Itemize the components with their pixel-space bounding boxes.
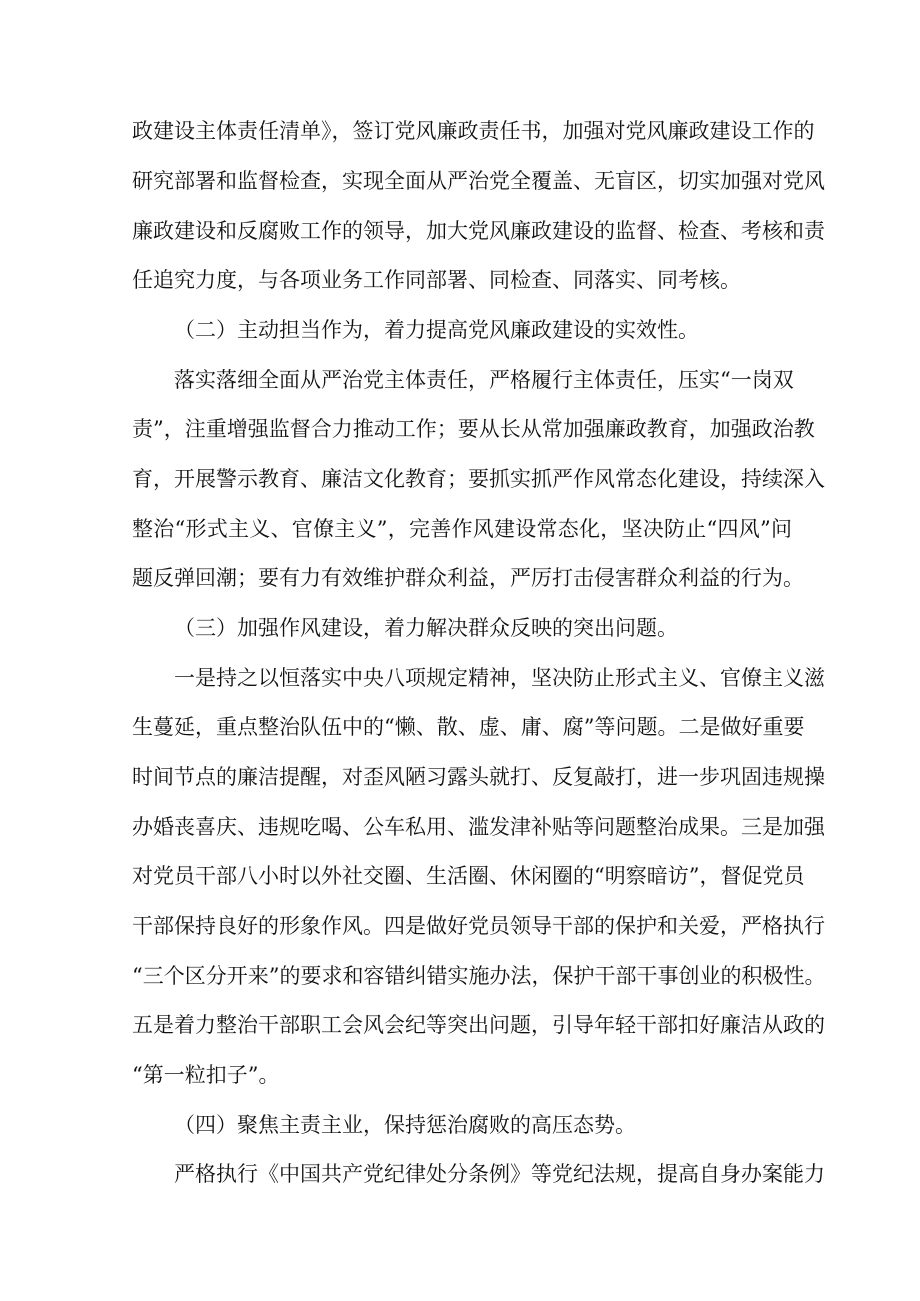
body-text-line: “三个区分开来”的要求和容错纠错实施办法，保护干部干事创业的积极性。 — [132, 964, 826, 988]
body-text-line: 整治“形式主义、官僚主义”，完善作风建设常态化，坚决防止“四风”问 — [132, 517, 792, 541]
body-text-line: 研究部署和监督检查，实现全面从严治党全覆盖、无盲区，切实加强对党风 — [132, 169, 825, 193]
body-text-line: 题反弹回潮；要有力有效维护群众利益，严厉打击侵害群众利益的行为。 — [132, 566, 804, 590]
section-heading: （四）聚焦主责主业，保持惩治腐败的高压态势。 — [174, 1113, 636, 1137]
section-heading: （二）主动担当作为，着力提高党风廉政建设的实效性。 — [174, 318, 699, 342]
body-text-line: 生蔓延，重点整治队伍中的“懒、散、虚、庸、腐”等问题。二是做好重要 — [132, 715, 805, 739]
body-text-line: 五是着力整治干部职工会风会纪等突出问题，引导年轻干部扣好廉洁从政的 — [132, 1013, 825, 1037]
body-text-line: 廉政建设和反腐败工作的领导，加大党风廉政建设的监督、检查、考核和责 — [132, 219, 825, 243]
section-heading: （三）加强作风建设，着力解决群众反映的突出问题。 — [174, 616, 678, 640]
body-text-line: 一是持之以恒落实中央八项规定精神，坚决防止形式主义、官僚主义滋 — [174, 666, 825, 690]
body-text-line: 干部保持良好的形象作风。四是做好党员领导干部的保护和关爱，严格执行 — [132, 914, 825, 938]
body-text-line: 办婚丧喜庆、违规吃喝、公车私用、滥发津补贴等问题整治成果。三是加强 — [132, 815, 825, 839]
body-text-line: 时间节点的廉洁提醒，对歪风陋习露头就打、反复敲打，进一步巩固违规操 — [132, 765, 825, 789]
body-text-line: 政建设主体责任清单》，签订党风廉政责任书，加强对党风廉政建设工作的 — [132, 119, 815, 143]
body-text-line: 对党员干部八小时以外社交圈、生活圈、休闲圈的“明察暗访”，督促党员 — [132, 864, 805, 888]
body-text-line: 落实落细全面从严治党主体责任，严格履行主体责任，压实“一岗双 — [174, 368, 794, 392]
body-text-line: “第一粒扣子”。 — [132, 1063, 280, 1087]
body-text-line: 任追究力度，与各项业务工作同部署、同检查、同落实、同考核。 — [132, 268, 741, 292]
body-text-line: 责”，注重增强监督合力推动工作；要从长从常加强廉政教育，加强政治教 — [132, 417, 815, 441]
body-text-line: 育，开展警示教育、廉洁文化教育；要抓实抓严作风常态化建设，持续深入 — [132, 467, 825, 491]
body-text-line: 严格执行《中国共产党纪律处分条例》等党纪法规，提高自身办案能力 — [174, 1162, 825, 1186]
